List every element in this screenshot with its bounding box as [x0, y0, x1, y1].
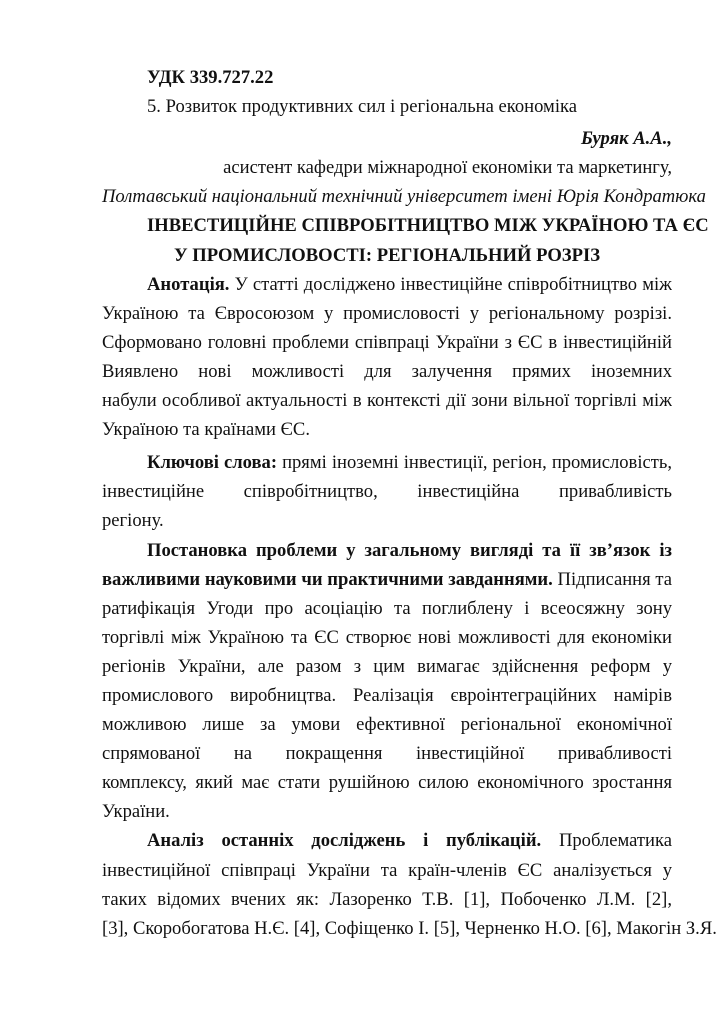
- text-line: [102, 270, 672, 299]
- text-line: [102, 710, 672, 739]
- text-line: [102, 681, 672, 710]
- section-heading: 5. Розвиток продуктивних сил і регіональна економіка: [147, 96, 577, 118]
- bold-lead: Постановка проблеми у загальному вигляді та її зв’язок із: [147, 539, 672, 561]
- text-line: [102, 768, 672, 797]
- line-text: набули особливої актуальності в контексті дії зони вільної торгівлі між: [102, 390, 672, 412]
- line-text: промислового виробництва. Реалізація євроінтеграційних намірів: [102, 684, 672, 706]
- text-line: [102, 594, 672, 623]
- document-page: [102, 63, 717, 943]
- text-line: [102, 299, 672, 328]
- line-text: Виявлено нові можливості для залучення прямих іноземних: [102, 360, 672, 382]
- line-text: Проблематика: [541, 830, 672, 852]
- text-line: [102, 328, 672, 357]
- author-position: асистент кафедри міжнародної економіки та маркетингу,: [223, 157, 672, 179]
- paragraph-problem-statement: [102, 536, 672, 827]
- bold-lead: Аналіз останніх досліджень і публікацій.: [147, 830, 542, 852]
- text-line: [102, 623, 672, 652]
- line-text: [3], Скоробогатова Н.Є. [4], Софіщенко І. [5], Черненко Н.О. [6], Макогін З.Я.: [102, 917, 717, 939]
- line-text: Підписання та: [552, 568, 672, 590]
- text-line: [102, 565, 672, 594]
- text-line: [102, 914, 717, 943]
- article-title-line-1: ІНВЕСТИЦІЙНЕ СПІВРОБІТНИЦТВО МІЖ УКРАЇНОЮ ТА ЄС: [147, 215, 709, 237]
- bold-lead: Анотація.: [147, 273, 230, 295]
- line-text: регіонів України, але разом з цим вимагає здійснення реформ у: [102, 655, 672, 677]
- author-name: Буряк А.А.,: [580, 128, 672, 150]
- article-body: [102, 270, 717, 943]
- line-text: спрямованої на покращення інвестиційної привабливості: [102, 743, 672, 765]
- line-text: Україною та Євросоюзом у промисловості у регіональному розрізі.: [102, 302, 672, 324]
- text-line: [102, 739, 672, 768]
- text-line: [102, 652, 672, 681]
- text-line: [102, 856, 672, 885]
- line-text: інвестиційне співробітництво, інвестиційна привабливість: [102, 481, 672, 503]
- line-text: У статті досліджено інвестиційне співробітництво між: [229, 273, 672, 295]
- line-text: регіону.: [102, 510, 164, 532]
- paragraph-literature-review: [102, 826, 717, 942]
- line-text: Україною та країнами ЄС.: [102, 419, 310, 441]
- text-line: [102, 885, 672, 914]
- paragraph-abstract: [102, 270, 672, 445]
- text-line: [102, 448, 672, 477]
- text-line: [102, 536, 672, 565]
- text-line: [102, 477, 672, 506]
- line-text: прямі іноземні інвестиції, регіон, промисловість,: [277, 452, 672, 474]
- line-text: торгівлі між Україною та ЄС створює нові можливості для економіки: [102, 626, 672, 648]
- udk-code: УДК 339.727.22: [147, 67, 274, 88]
- text-line: [102, 797, 672, 826]
- line-text: Сформовано головні проблеми співпраці України з ЄС в інвестиційній: [102, 331, 672, 353]
- paragraph-keywords: [102, 448, 672, 535]
- text-line: [102, 386, 672, 415]
- bold-lead: важливими науковими чи практичними завданнями.: [102, 568, 553, 590]
- line-text: можливою лише за умови ефективної регіональної економічної: [102, 714, 672, 736]
- author-affiliation: Полтавський національний технічний університет імені Юрія Кондратюка: [102, 186, 706, 208]
- text-line: [102, 506, 672, 535]
- line-text: ратифікація Угоди про асоціацію та поглиблену і всеосяжну зону: [102, 597, 672, 619]
- line-text: України.: [102, 801, 170, 823]
- text-line: [102, 826, 672, 855]
- bold-lead: Ключові слова:: [147, 452, 278, 474]
- line-text: комплексу, який має стати рушійною силою економічного зростання: [102, 772, 672, 794]
- article-title-line-2: У ПРОМИСЛОВОСТІ: РЕГІОНАЛЬНИЙ РОЗРІЗ: [173, 244, 601, 266]
- line-text: таких відомих вчених як: Лазоренко Т.В. [1], Побоченко Л.М. [2],: [102, 888, 672, 910]
- text-line: [102, 357, 672, 386]
- text-line: [102, 415, 672, 444]
- line-text: інвестиційної співпраці України та країн-членів ЄС аналізується у: [102, 859, 672, 881]
